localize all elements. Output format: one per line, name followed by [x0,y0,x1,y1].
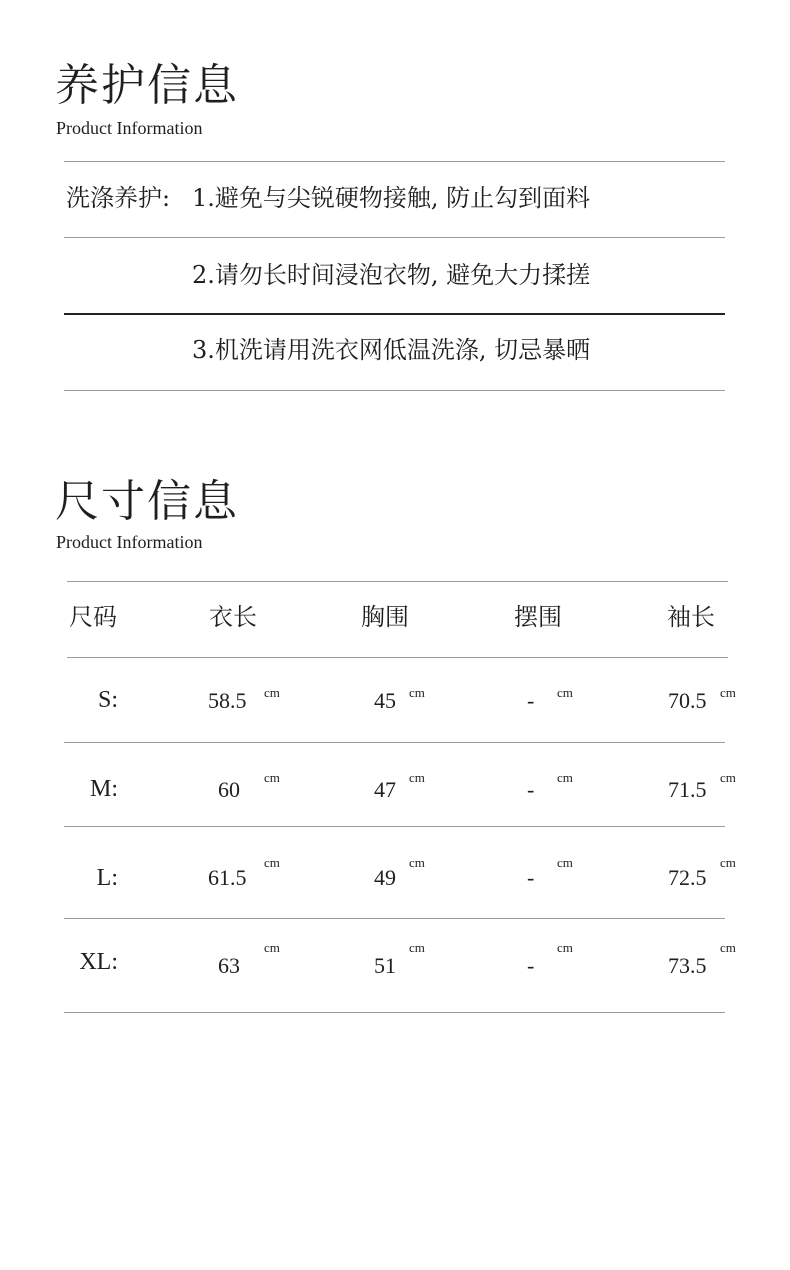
header-chest: 胸围 [361,603,409,631]
cell-length: 63 [218,953,240,978]
unit-label: cm [409,770,425,785]
unit-label: cm [720,940,736,955]
unit-label: cm [720,685,736,700]
cell-hem: - [527,777,535,802]
header-sleeve: 袖长 [667,603,715,631]
care-line-1: 1.避免与尖锐硬物接触, 防止勾到面料 [192,184,591,212]
cell-sleeve: 72.5 [668,865,707,890]
unit-label: cm [409,855,425,870]
unit-label: cm [264,855,280,870]
unit-label: cm [264,940,280,955]
size-title: 尺寸信息 [55,476,239,527]
divider [64,161,725,162]
divider [64,826,725,827]
divider [64,390,725,391]
care-line-3: 3.机洗请用洗衣网低温洗涤, 切忌暴晒 [192,336,591,364]
cell-sleeve: 70.5 [668,688,707,713]
row-size-label: M: [89,776,118,802]
unit-label: cm [409,940,425,955]
cell-chest: 49 [374,865,396,890]
divider [67,581,728,582]
unit-label: cm [720,855,736,870]
care-title: 养护信息 [55,60,239,111]
divider [64,742,725,743]
divider [64,1012,725,1013]
cell-length: 60 [218,777,240,802]
cell-length: 61.5 [208,865,247,890]
unit-label: cm [264,685,280,700]
unit-label: cm [264,770,280,785]
cell-chest: 47 [374,777,396,802]
cell-hem: - [527,953,535,978]
divider [67,657,728,658]
header-hem: 摆围 [514,603,562,631]
header-size: 尺码 [69,603,117,631]
care-line-2: 2.请勿长时间浸泡衣物, 避免大力揉搓 [192,261,591,289]
row-size-label: XL: [79,949,118,975]
cell-hem: - [527,688,535,713]
cell-sleeve: 73.5 [668,953,707,978]
care-subtitle: Product Information [56,118,203,138]
divider [64,237,725,238]
care-label: 洗涤养护: [66,184,171,212]
divider [64,313,725,315]
cell-hem: - [527,865,535,890]
row-size-label: S: [97,687,118,713]
row-size-label: L: [96,865,118,891]
unit-label: cm [557,685,573,700]
header-length: 衣长 [209,603,257,631]
unit-label: cm [557,855,573,870]
divider [64,918,725,919]
unit-label: cm [557,770,573,785]
unit-label: cm [409,685,425,700]
cell-chest: 51 [374,953,396,978]
cell-length: 58.5 [208,688,247,713]
size-subtitle: Product Information [56,532,203,552]
unit-label: cm [557,940,573,955]
cell-chest: 45 [374,688,396,713]
unit-label: cm [720,770,736,785]
cell-sleeve: 71.5 [668,777,707,802]
